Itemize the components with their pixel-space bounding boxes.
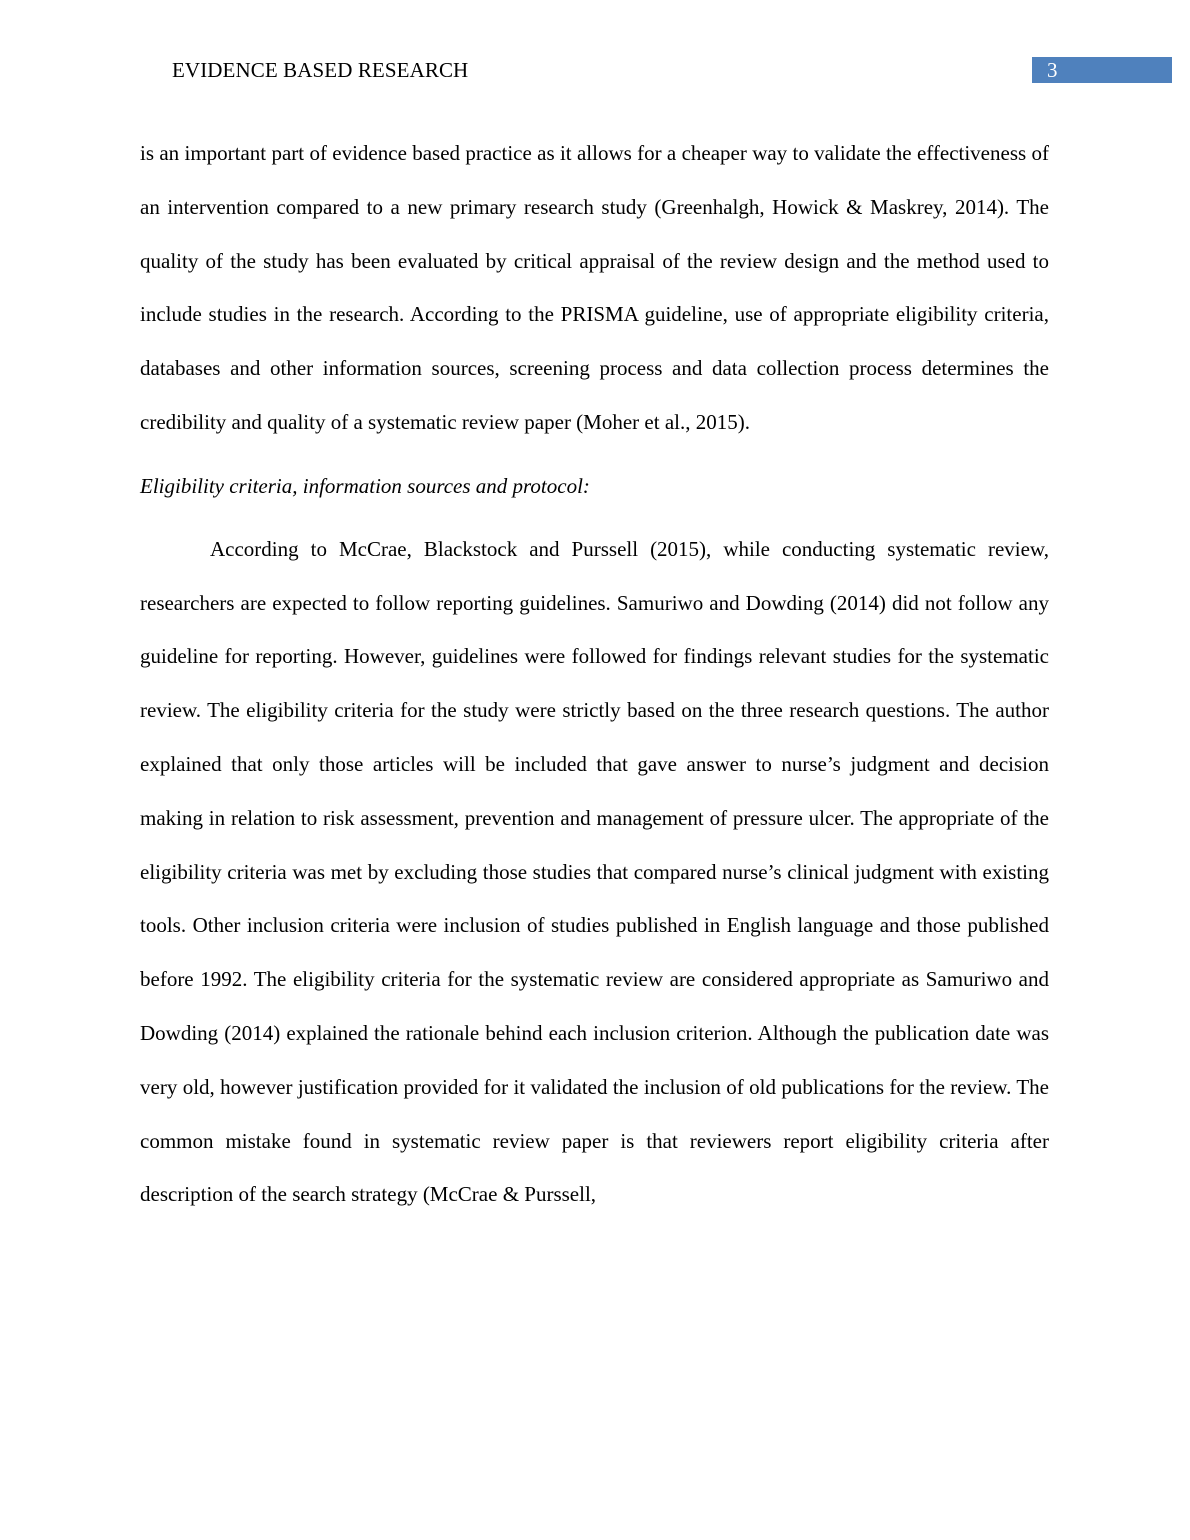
- running-head: EVIDENCE BASED RESEARCH: [172, 58, 469, 82]
- paragraph-eligibility: According to McCrae, Blackstock and Purssell (2015), while conducting systematic review, researchers are expected to follow reporting guidelines. Samuriwo and Dowding (2014) did not follow any guideline for reporting. However, guidelines were followed for findings relevant studies for the systematic review. The eligibility criteria for the study were strictly based on the three research questions. The author explained that only those articles will be included that gave answer to nurse’s judgment and decision making in relation to risk assessment, prevention and management of pressure ulcer. The appropriate of the eligibility criteria was met by excluding those studies that compared nurse’s clinical judgment with existing tools. Other inclusion criteria were inclusion of studies published in English language and those published before 1992. The eligibility criteria for the systematic review are considered appropriate as Samuriwo and Dowding (2014) explained the rationale behind each inclusion criterion. Although the publication date was very old, however justification provided for it validated the inclusion of old publications for the review. The common mistake found in systematic review paper is that reviewers report eligibility criteria after description of the search strategy (McCrae & Purssell,: [140, 536, 1049, 1207]
- page-number: 3: [1032, 57, 1172, 83]
- section-heading: Eligibility criteria, information sources and protocol:: [140, 473, 590, 498]
- body-text: [140, 127, 1049, 1222]
- paragraph-continued: is an important part of evidence based practice as it allows for a cheaper way to validate the effectiveness of an intervention compared to a new primary research study (Greenhalgh, Howick & Maskrey, 2014). The quality of the study has been evaluated by critical appraisal of the review design and the method used to include studies in the research. According to the PRISMA guideline, use of appropriate eligibility criteria, databases and other information sources, screening process and data collection process determines the credibility and quality of a systematic review paper (Moher et al., 2015).: [140, 141, 1049, 434]
